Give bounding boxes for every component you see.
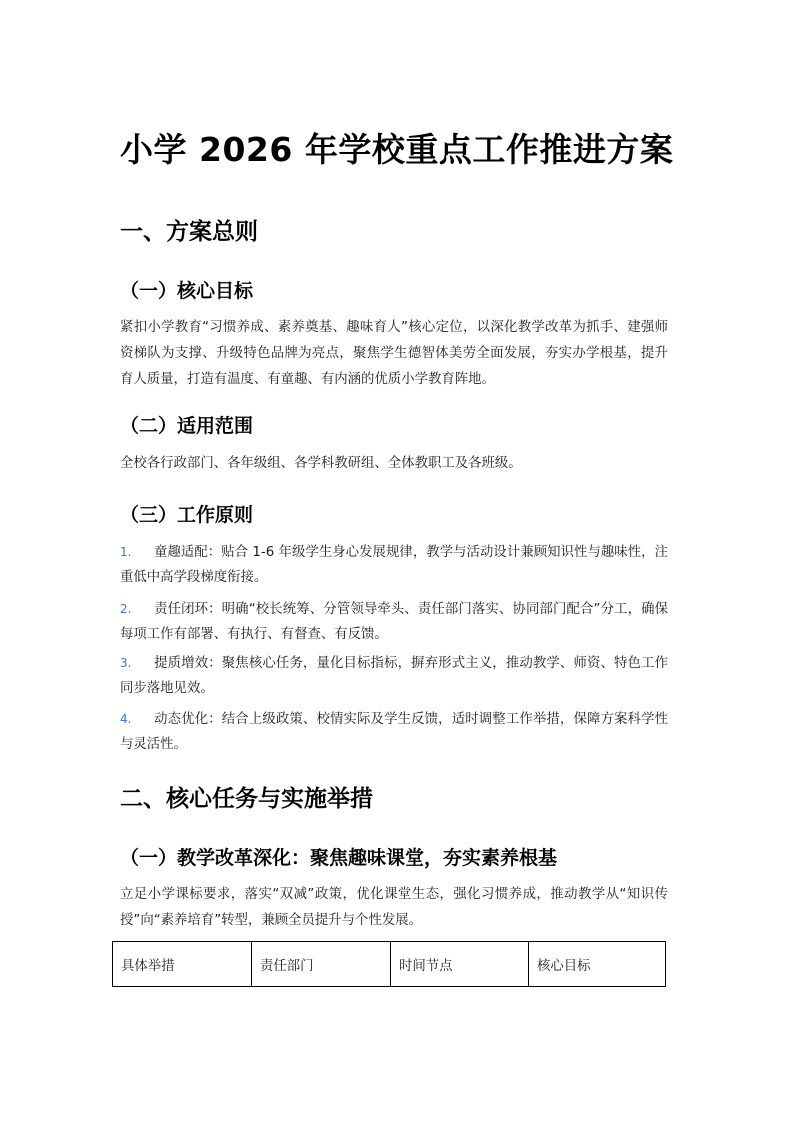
principle-list-item [120, 651, 668, 701]
list-item-text: 童趣适配：贴合 1-6 年级学生身心发展规律，教学与活动设计兼顾知识性与趣味性，注重低中高学段梯度衔接。 [120, 545, 668, 585]
subsection-heading-scope: （二）适用范围 [120, 415, 254, 437]
scope-paragraph: 全校各行政部门、各年级组、各学科教研组、全体教职工及各班级。 [120, 456, 522, 471]
table-header-goal: 核心目标 [529, 942, 666, 987]
list-number: 1. [120, 545, 132, 559]
teaching-reform-paragraph: 立足小学课标要求，落实“双减”政策，优化课堂生态，强化习惯养成，推动教学从“知识传授”向“素养培育”转型，兼顾全员提升与个性发展。 [120, 887, 668, 928]
subsection-heading-teaching-reform: （一）教学改革深化：聚焦趣味课堂，夯实素养根基 [120, 847, 558, 869]
list-item-text: 动态优化：结合上级政策、校情实际及学生反馈，适时调整工作举措，保障方案科学性与灵活性。 [120, 712, 668, 752]
section-heading-general: 一、方案总则 [120, 219, 258, 245]
core-goal-paragraph: 紧扣小学教育“习惯养成、素养奠基、趣味育人”核心定位，以深化教学改革为抓手、建强师资梯队为支撑、升级特色品牌为亮点，聚焦学生德智体美劳全面发展，夯实办学根基，提升育人质量，打造有温度、有童趣、有内涵的优质小学教育阵地。 [120, 320, 668, 387]
document-title: 小学 2026 年学校重点工作推进方案 [120, 130, 674, 169]
principle-list-item [120, 597, 668, 647]
table-header-measure: 具体举措 [113, 942, 252, 987]
measures-table [112, 941, 666, 987]
list-item-text: 提质增效：聚焦核心任务，量化目标指标，摒弃形式主义，推动教学、师资、特色工作同步落地见效。 [120, 656, 668, 696]
table-header-department: 责任部门 [252, 942, 391, 987]
principle-list-item [120, 707, 668, 757]
table-header-timeline: 时间节点 [391, 942, 529, 987]
section-heading-core-tasks: 二、核心任务与实施举措 [120, 786, 373, 812]
subsection-heading-principles: （三）工作原则 [120, 504, 254, 526]
list-number: 3. [120, 656, 132, 670]
table-header-row [113, 942, 666, 987]
principle-list-item [120, 540, 668, 590]
list-item-text: 责任闭环：明确“校长统筹、分管领导牵头、责任部门落实、协同部门配合”分工，确保每项工作有部署、有执行、有督查、有反馈。 [120, 602, 668, 642]
subsection-heading-core-goal: （一）核心目标 [120, 280, 254, 302]
list-number: 4. [120, 712, 132, 726]
list-number: 2. [120, 602, 132, 616]
